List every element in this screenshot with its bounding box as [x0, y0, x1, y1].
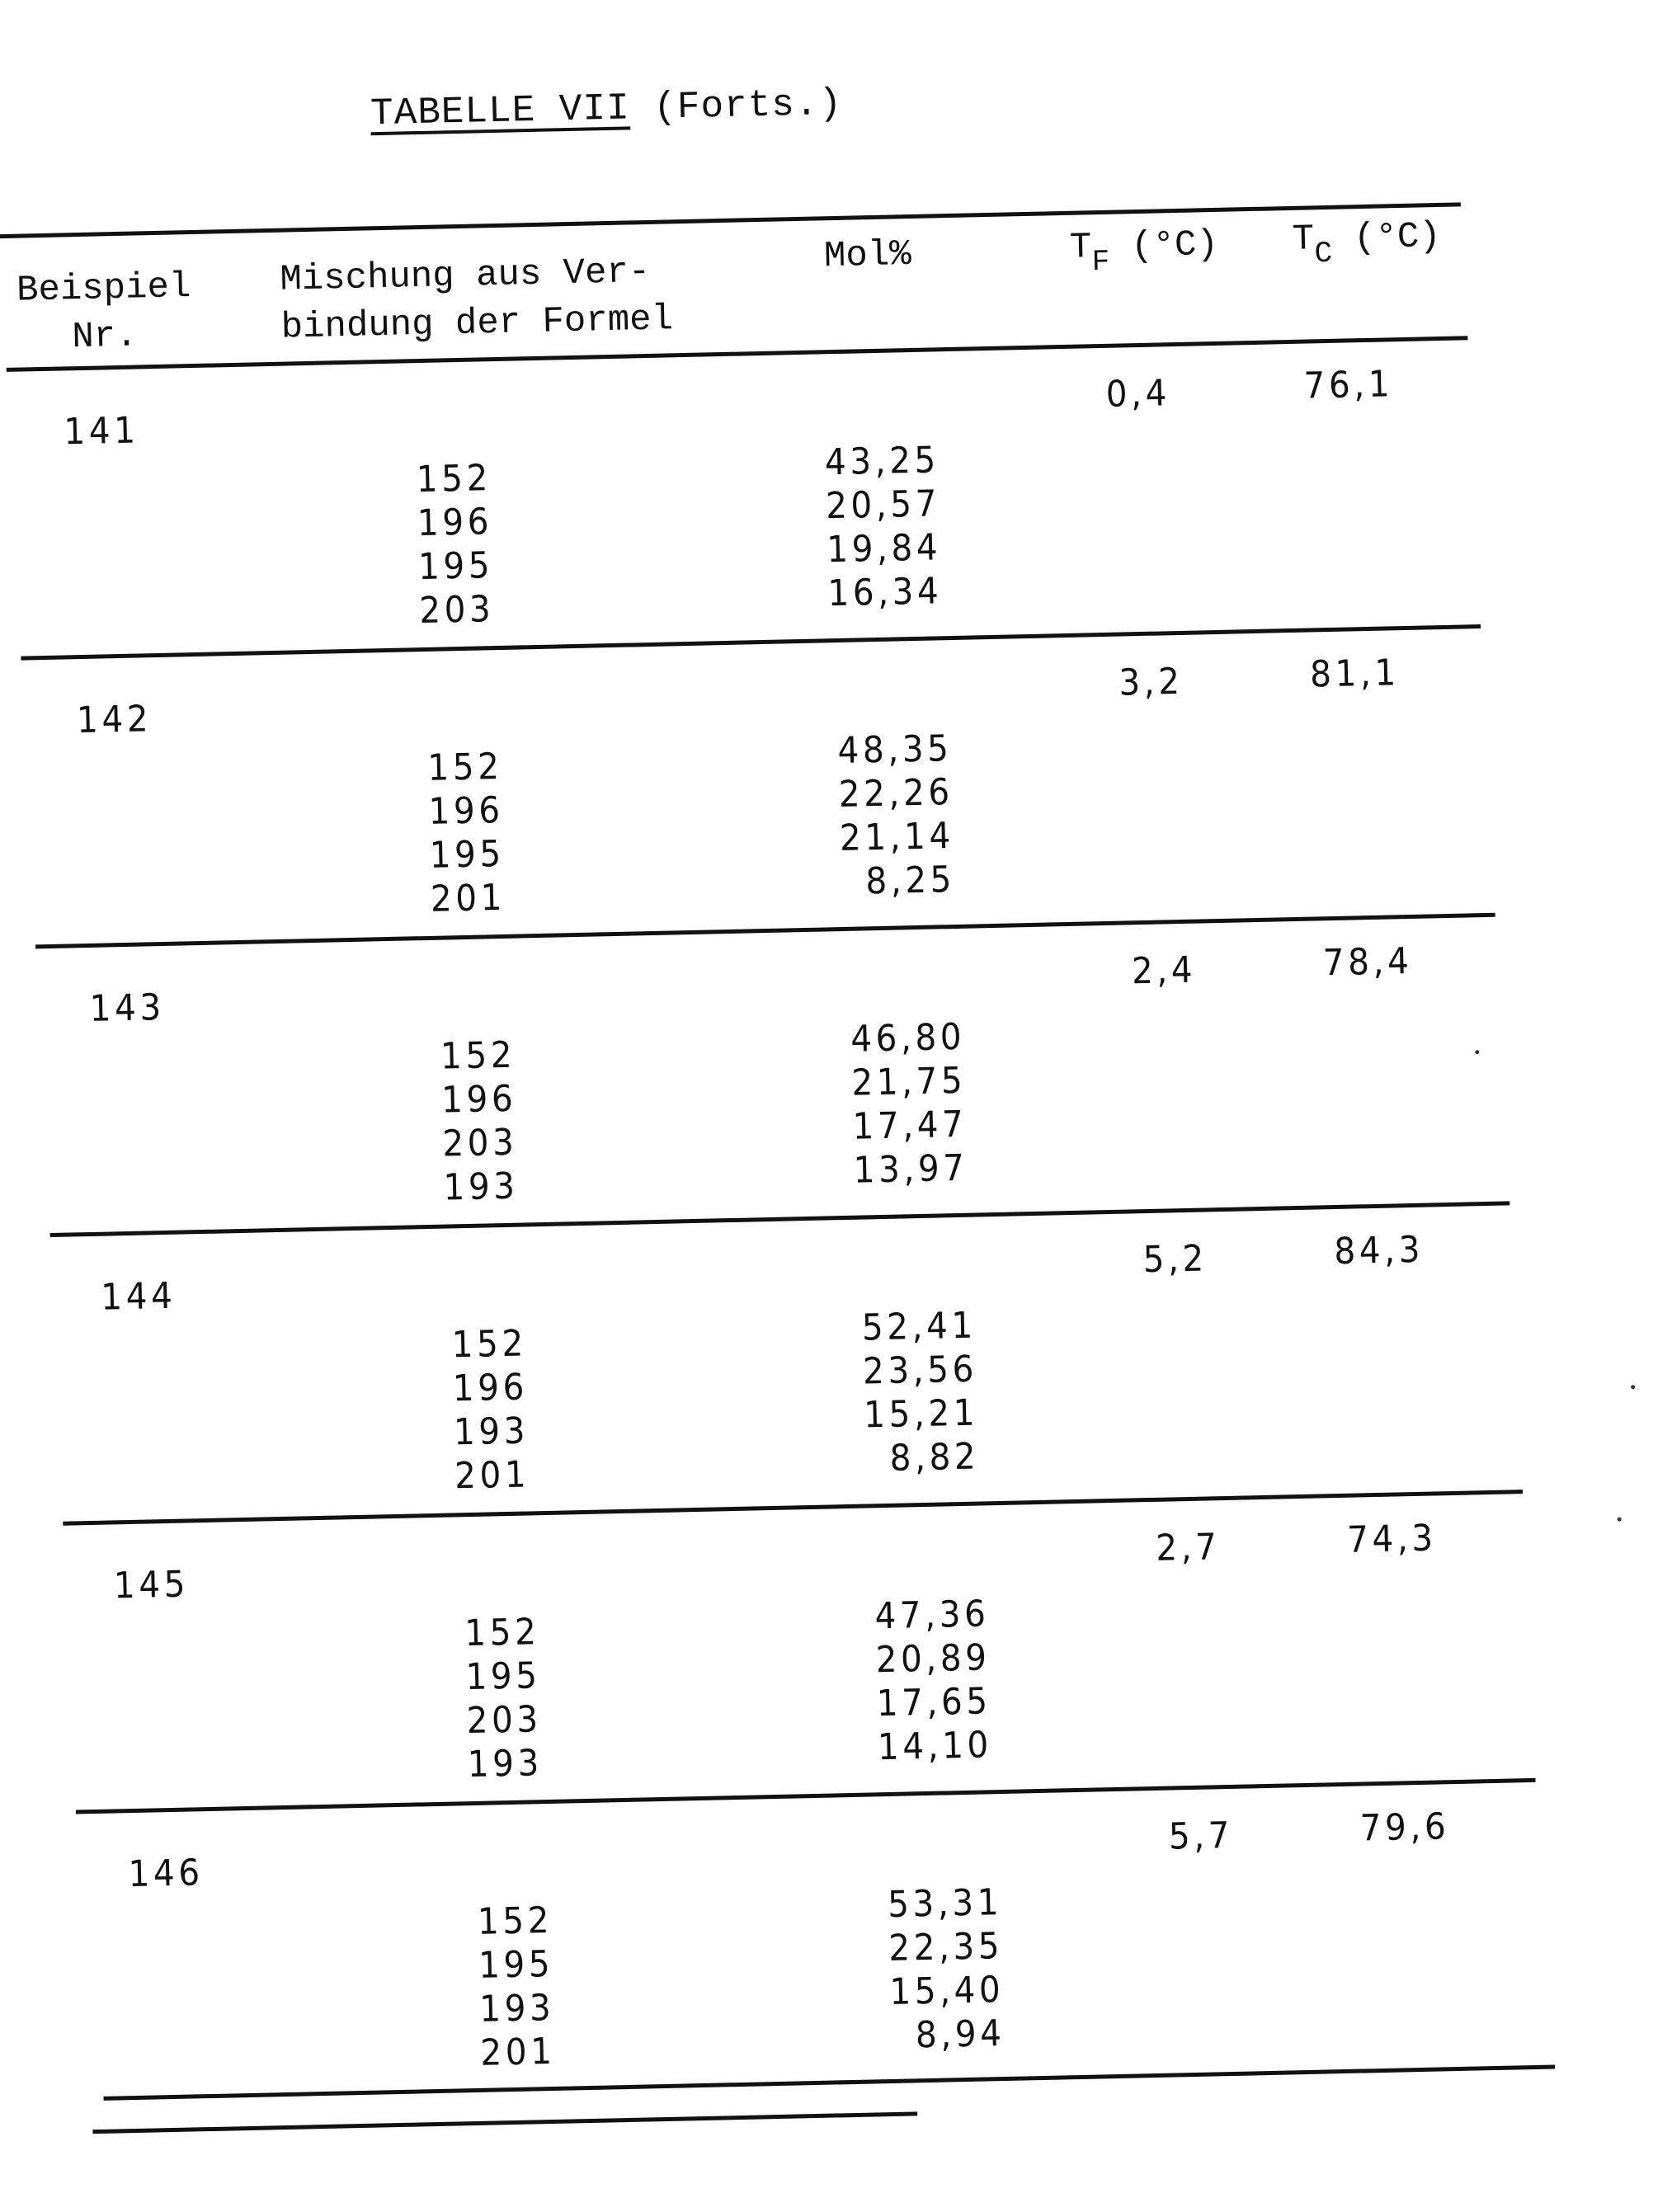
header-example-number-line2: Nr. [71, 315, 139, 359]
scan-speck [1631, 1385, 1635, 1389]
mol-percent-value: 13,97 [853, 1146, 969, 1192]
tf-value: 5,7 [1168, 1814, 1234, 1858]
mol-percent-value: 17,47 [852, 1103, 968, 1148]
compound-number: 193 [467, 1742, 544, 1786]
header-example-number-line1: Beispiel [16, 266, 191, 312]
example-separator-rule [76, 1778, 1536, 1814]
header-tf-subscript: F [1091, 244, 1110, 280]
tf-value: 2,4 [1131, 948, 1197, 993]
compound-number: 195 [429, 832, 506, 877]
mol-percent-value: 8,25 [864, 858, 956, 903]
tc-value: 74,3 [1346, 1517, 1438, 1561]
compound-number: 201 [430, 876, 506, 920]
header-tc-symbol: T [1292, 219, 1315, 261]
tf-value: 0,4 [1105, 372, 1171, 416]
scan-speck [1618, 1518, 1622, 1522]
header-mixture-line2: bindung der Formel [280, 299, 674, 349]
tc-value: 81,1 [1309, 652, 1401, 696]
compound-number: 196 [428, 788, 505, 833]
tf-value: 5,2 [1142, 1237, 1208, 1282]
table-top-rule [0, 202, 1461, 238]
mol-percent-value: 20,89 [875, 1636, 991, 1682]
compound-number: 195 [464, 1654, 542, 1699]
mol-percent-value: 48,35 [837, 727, 954, 773]
compound-number: 196 [417, 501, 493, 545]
example-separator-rule [50, 1201, 1510, 1237]
example-number: 141 [63, 409, 140, 454]
tf-value: 2,7 [1155, 1526, 1222, 1570]
mol-percent-value: 53,31 [887, 1881, 1003, 1927]
scan-speck [1475, 1050, 1479, 1054]
header-bottom-rule [7, 336, 1468, 372]
tc-value: 78,4 [1322, 939, 1413, 985]
compound-number: 203 [418, 588, 495, 633]
tc-value: 84,3 [1333, 1228, 1425, 1273]
mol-percent-value: 21,75 [850, 1059, 967, 1104]
header-tf-symbol: T [1069, 227, 1092, 269]
example-separator-rule [103, 2064, 1555, 2100]
header-mol-percent-label: Mol% [823, 233, 912, 278]
compound-number: 203 [441, 1121, 518, 1165]
compound-number: 152 [477, 1899, 553, 1943]
compound-number: 152 [451, 1322, 528, 1367]
example-separator-rule [63, 1490, 1523, 1526]
mol-percent-value: 21,14 [839, 815, 955, 860]
example-number: 145 [113, 1563, 190, 1607]
compound-number: 201 [479, 2030, 557, 2074]
mol-percent-value: 20,57 [825, 482, 941, 528]
compound-number: 196 [440, 1077, 517, 1122]
compound-number: 193 [442, 1165, 520, 1209]
mol-percent-value: 14,10 [877, 1724, 993, 1769]
example-number: 144 [100, 1274, 177, 1319]
mol-percent-value: 8,82 [889, 1435, 980, 1480]
example-number: 142 [76, 698, 153, 742]
table-title-main: TABELLE VII [370, 87, 631, 136]
mol-percent-value: 22,26 [838, 771, 954, 817]
compound-number: 152 [464, 1611, 540, 1655]
mol-percent-value: 23,56 [862, 1348, 978, 1393]
header-tc-subscript: C [1314, 236, 1333, 271]
tc-value: 76,1 [1303, 363, 1394, 407]
header-tc [1292, 213, 1442, 271]
header-tf-unit: (°C) [1130, 224, 1219, 268]
compound-number: 195 [478, 1942, 554, 1987]
mol-percent-value: 52,41 [861, 1304, 977, 1349]
compound-number: 152 [440, 1033, 516, 1078]
example-separator-rule [21, 624, 1481, 661]
mol-percent-value: 19,84 [826, 526, 942, 572]
mol-percent-value: 47,36 [874, 1593, 990, 1638]
mol-percent-value: 8,94 [915, 2012, 1006, 2057]
compound-number: 152 [416, 457, 492, 501]
mol-percent-value: 22,35 [888, 1925, 1004, 1970]
compound-number: 203 [466, 1698, 543, 1743]
mol-percent-value: 46,80 [850, 1015, 966, 1061]
table-title [370, 82, 843, 135]
header-mixture-line1: Mischung aus Ver- [279, 251, 651, 301]
mol-percent-value: 16,34 [827, 570, 943, 615]
table-title-suffix: (Forts.) [652, 82, 843, 129]
header-example-number [4, 263, 204, 363]
mol-percent-value: 43,25 [824, 439, 940, 484]
tc-value: 79,6 [1359, 1805, 1450, 1850]
header-tc-unit: (°C) [1353, 215, 1442, 260]
compound-number: 152 [426, 745, 504, 789]
mol-percent-value: 15,40 [888, 1969, 1005, 2014]
table-bottom-rule [92, 2111, 917, 2134]
compound-number: 193 [453, 1410, 530, 1454]
header-tf [1069, 221, 1219, 280]
example-number: 143 [89, 986, 166, 1030]
example-separator-rule [35, 913, 1495, 949]
header-mixture [280, 247, 674, 351]
compound-number: 195 [417, 544, 494, 589]
compound-number: 193 [478, 1986, 555, 2031]
compound-number: 201 [454, 1453, 530, 1498]
mol-percent-value: 15,21 [863, 1391, 979, 1437]
example-number: 146 [128, 1852, 205, 1896]
compound-number: 196 [452, 1366, 529, 1410]
tf-value: 3,2 [1118, 660, 1185, 704]
header-mol-percent [823, 231, 911, 280]
mol-percent-value: 17,65 [876, 1680, 992, 1725]
